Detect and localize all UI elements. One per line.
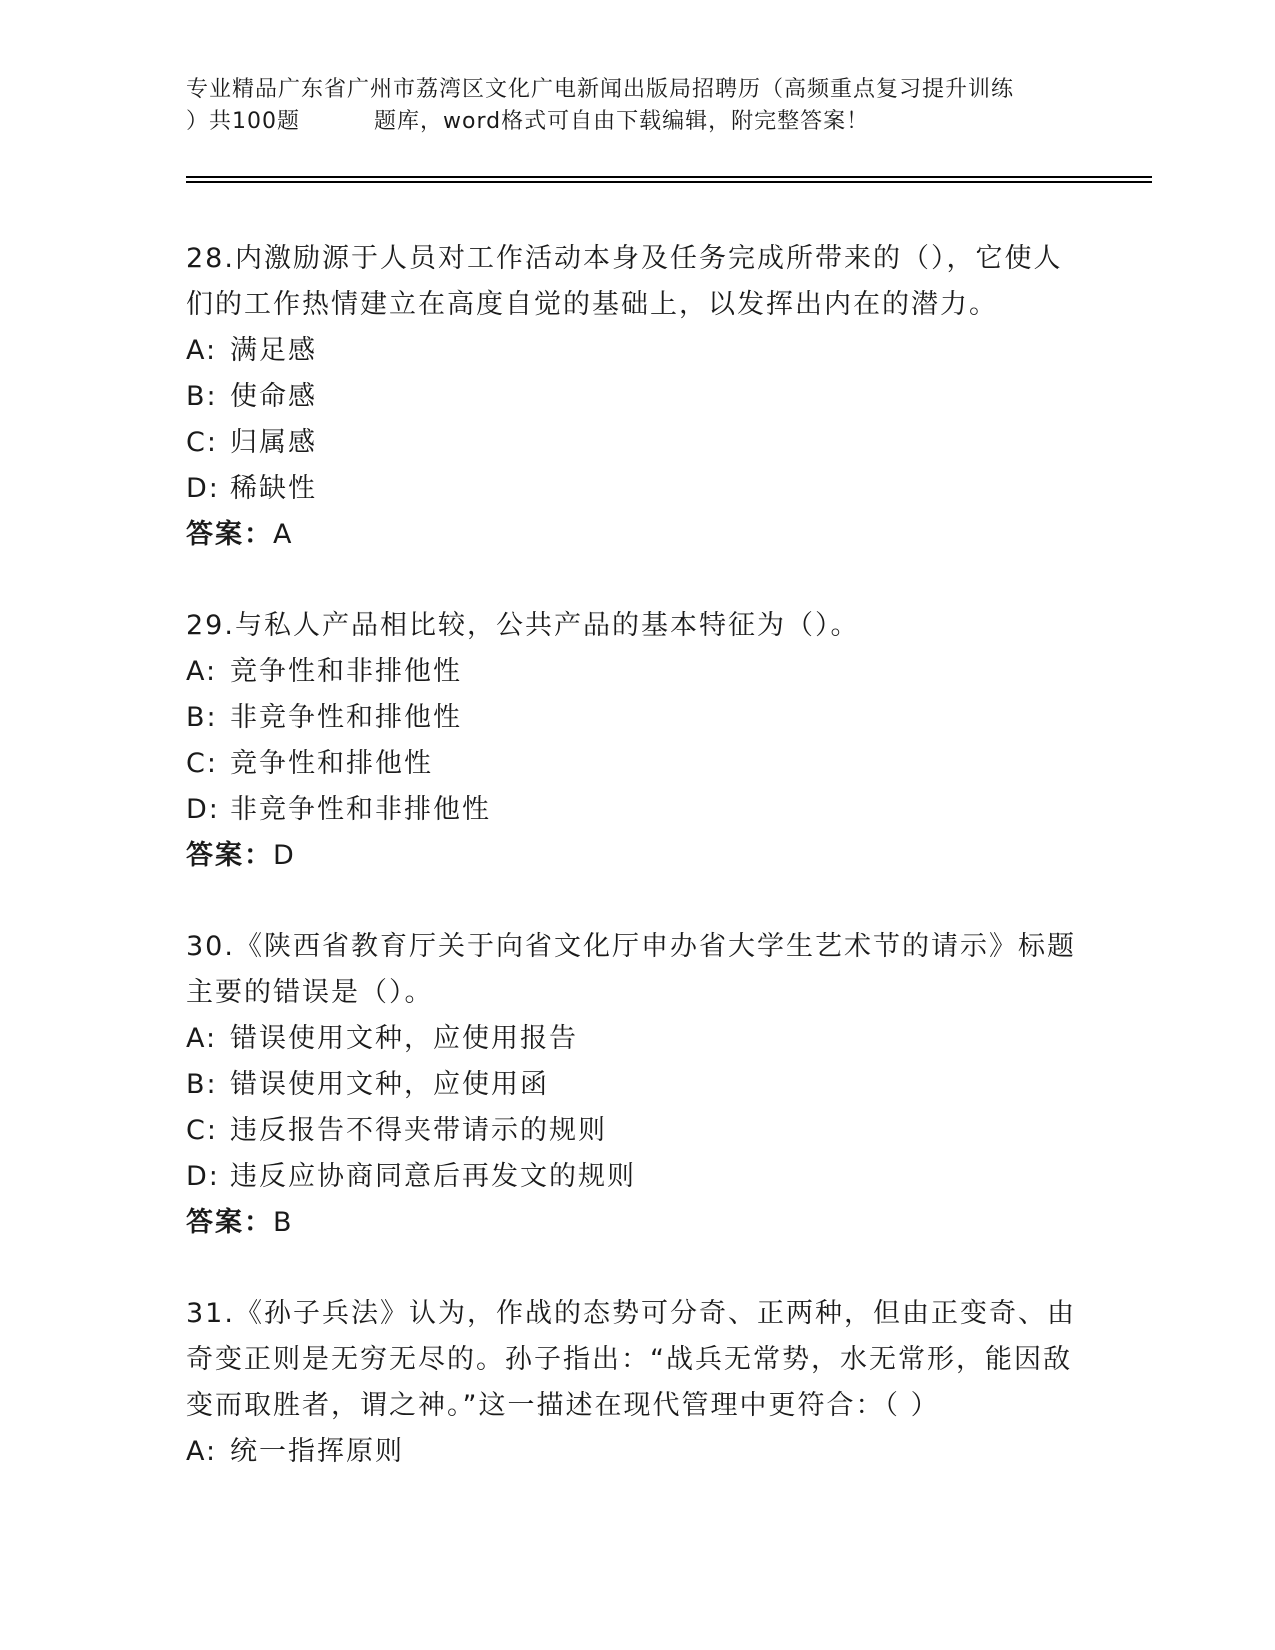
option-text: 稀缺性: [230, 473, 317, 504]
option-c: [186, 741, 1086, 787]
option-letter: D:: [186, 794, 220, 825]
question-31: [186, 1291, 1086, 1475]
question-text: 31.《孙子兵法》认为，作战的态势可分奇、正两种，但由正变奇、由奇变正则是无穷无尽的。孙子指出：“战兵无常势，水无常形，能因敌变而取胜者，谓之神。”这一描述在现代管理中更符合：（ ）: [186, 1298, 1076, 1421]
answer-label: 答案：: [186, 519, 273, 550]
option-text: 违反应协商同意后再发文的规则: [230, 1161, 636, 1192]
header-title-line-2: [186, 106, 1086, 138]
option-letter: C:: [186, 427, 218, 458]
answer-line: [186, 1200, 1086, 1246]
option-b: [186, 1062, 1086, 1108]
question-29: [186, 603, 1086, 879]
question-28: [186, 236, 1086, 558]
option-a: [186, 1016, 1086, 1062]
option-letter: A:: [186, 1023, 218, 1054]
option-letter: B:: [186, 1069, 218, 1100]
answer-value: B: [273, 1207, 294, 1238]
option-letter: C:: [186, 1115, 218, 1146]
option-d: [186, 787, 1086, 833]
option-c: [186, 420, 1086, 466]
answer-value: A: [273, 519, 294, 550]
option-text: 竞争性和排他性: [230, 748, 433, 779]
option-text: 统一指挥原则: [230, 1436, 404, 1467]
question-text: 29.与私人产品相比较，公共产品的基本特征为（）。: [186, 610, 860, 641]
option-a: [186, 649, 1086, 695]
header-count: ）共100题: [186, 109, 300, 134]
option-letter: B:: [186, 702, 218, 733]
option-c: [186, 1108, 1086, 1154]
header-title-line-1: 专业精品广东省广州市荔湾区文化广电新闻出版局招聘历（高频重点复习提升训练: [186, 77, 1015, 102]
option-letter: A:: [186, 656, 218, 687]
document-header: [186, 74, 1086, 138]
option-a: [186, 1429, 1086, 1475]
option-letter: D:: [186, 473, 220, 504]
header-divider-bottom: [186, 181, 1152, 183]
option-d: [186, 466, 1086, 512]
option-letter: A:: [186, 335, 218, 366]
option-text: 错误使用文种，应使用报告: [230, 1023, 578, 1054]
option-text: 非竞争性和排他性: [230, 702, 462, 733]
option-text: 使命感: [230, 381, 317, 412]
option-letter: D:: [186, 1161, 220, 1192]
option-text: 竞争性和非排他性: [230, 656, 462, 687]
header-divider-top: [186, 176, 1152, 178]
question-text: 30.《陕西省教育厅关于向省文化厅申办省大学生艺术节的请示》标题主要的错误是（）。: [186, 931, 1076, 1008]
question-30: [186, 924, 1086, 1246]
option-b: [186, 374, 1086, 420]
option-letter: A:: [186, 1436, 218, 1467]
option-letter: B:: [186, 381, 218, 412]
option-text: 错误使用文种，应使用函: [230, 1069, 549, 1100]
answer-line: [186, 833, 1086, 879]
question-list: [186, 236, 1086, 1520]
header-subtitle: 题库，word格式可自由下载编辑，附完整答案！: [374, 109, 870, 134]
option-d: [186, 1154, 1086, 1200]
answer-label: 答案：: [186, 840, 273, 871]
answer-value: D: [273, 840, 296, 871]
option-text: 非竞争性和非排他性: [230, 794, 491, 825]
question-text: 28.内激励源于人员对工作活动本身及任务完成所带来的（），它使人们的工作热情建立在高度自觉的基础上，以发挥出内在的潜力。: [186, 243, 1063, 320]
answer-label: 答案：: [186, 1207, 273, 1238]
option-letter: C:: [186, 748, 218, 779]
option-b: [186, 695, 1086, 741]
option-text: 归属感: [230, 427, 317, 458]
option-a: [186, 328, 1086, 374]
answer-line: [186, 512, 1086, 558]
option-text: 违反报告不得夹带请示的规则: [230, 1115, 607, 1146]
option-text: 满足感: [230, 335, 317, 366]
